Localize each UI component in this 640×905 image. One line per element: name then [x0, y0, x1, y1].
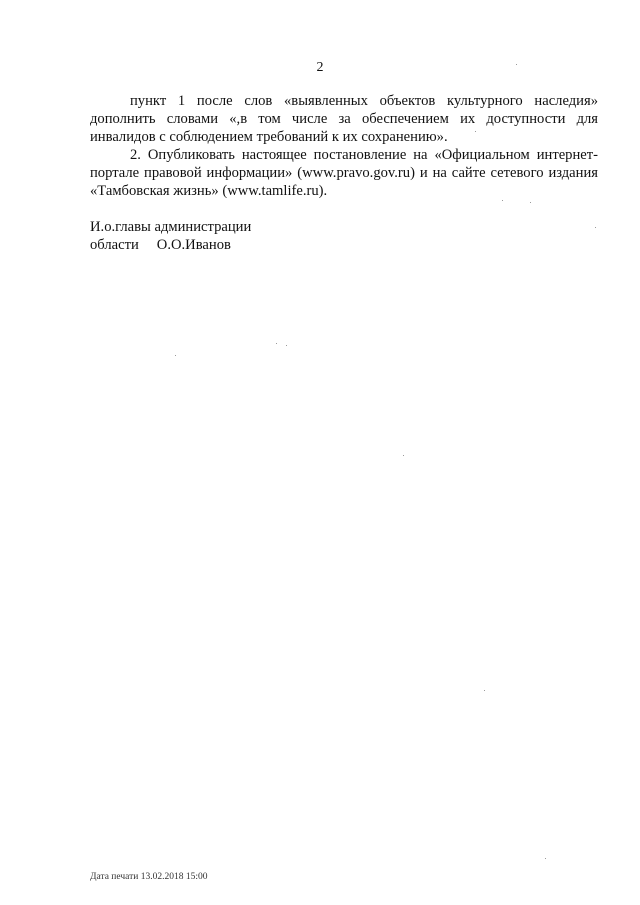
scan-speck — [175, 355, 176, 356]
paragraph-publication: 2. Опубликовать настоящее постановление на «Официальном интернет-портале правовой информации» (www.pravo.gov.ru) и на сайте сетевого издания «Тамбовская жизнь» (www.tamlife.ru). — [90, 147, 598, 199]
scan-speck — [545, 858, 546, 859]
paragraph-amendment: пункт 1 после слов «выявленных объектов культурного наследия» дополнить словами «,в том числе за обеспечением их доступности для инвалидов с соблюдением требований к их сохранению». — [90, 93, 598, 145]
scan-speck — [502, 200, 503, 201]
scan-speck — [403, 455, 404, 456]
signature-position: И.о.главы администрации — [90, 219, 252, 235]
scan-speck — [595, 227, 596, 228]
scan-speck — [276, 343, 277, 344]
signature-name: О.О.Иванов — [156, 237, 231, 253]
scan-speck — [484, 690, 485, 691]
scan-speck — [530, 202, 531, 203]
scan-speck — [516, 64, 517, 65]
scan-speck — [475, 131, 476, 132]
signature-region-line — [90, 236, 251, 254]
signature-block — [90, 218, 251, 254]
print-date: Дата печати 13.02.2018 15:00 — [90, 872, 208, 882]
document-body — [90, 92, 598, 200]
signature-region: области — [90, 237, 139, 253]
page-number: 2 — [316, 60, 324, 75]
scan-speck — [286, 345, 287, 346]
